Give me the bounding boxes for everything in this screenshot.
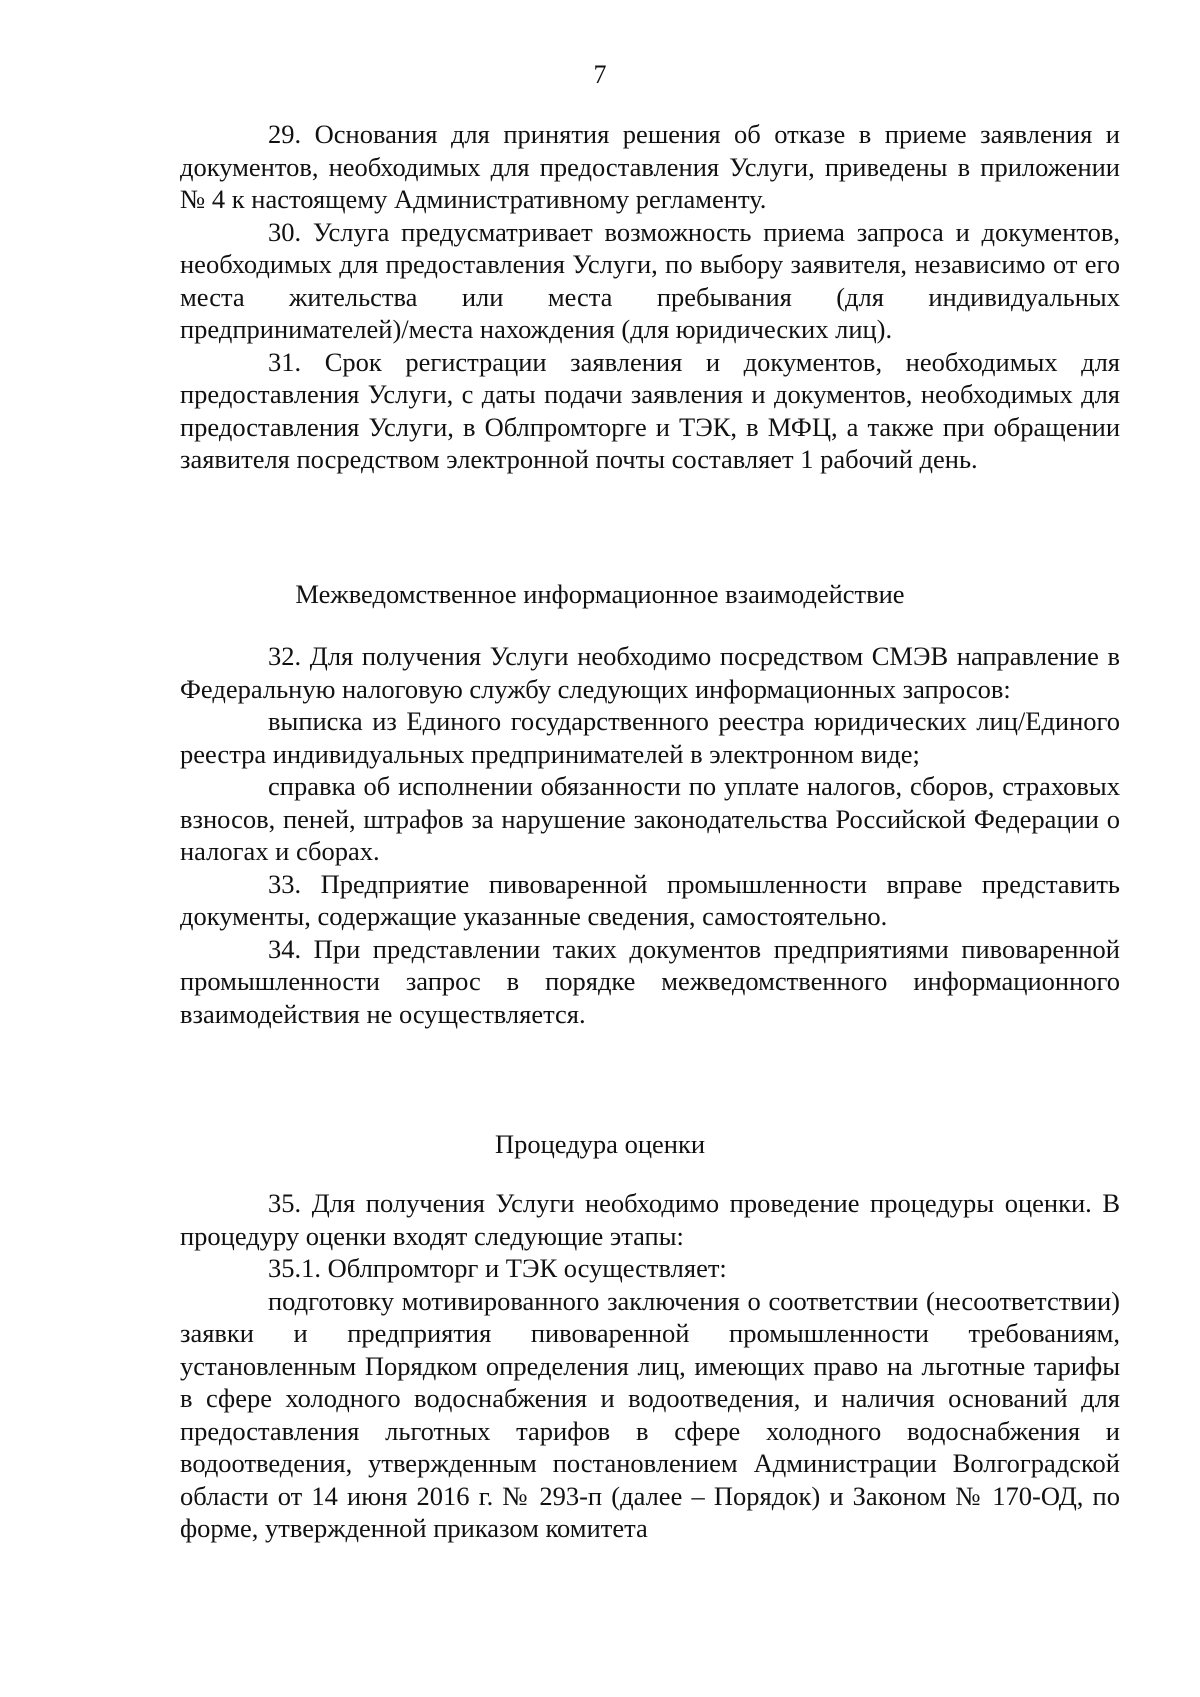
section-evaluation xyxy=(180,1187,1120,1545)
paragraph-35-1-item: подготовку мотивированного заключения о соответствии (несоответствии) заявки и предприятия пивоваренной промышленности требованиям, установленным Порядком определения лиц, имеющих право на льготные тарифы в сфере холодного водоснабжения и водоотведения, и наличия оснований для предоставления льготных тарифов в сфере холодного водоснабжения и водоотведения, утвержденным постановлением Администрации Волгоградской области от 14 июня 2016 г. № 293-п (далее – Порядок) и Законом № 170-ОД, по форме, утвержденной приказом комитета xyxy=(180,1285,1120,1543)
evaluation-heading-wrap xyxy=(0,1128,1200,1161)
paragraph-35-1: 35.1. Облпромторг и ТЭК осуществляет: xyxy=(268,1253,727,1283)
paragraph-29: 29. Основания для принятия решения об отказе в приеме заявления и документов, необходимых для предоставления Услуги, приведены в приложении № 4 к настоящему Административному регламенту. xyxy=(180,119,1120,214)
paragraph-30: 30. Услуга предусматривает возможность приема запроса и документов, необходимых для предоставления Услуги, по выбору заявителя, независимо от его места жительства или места пребывания (для индивидуальных предпринимателей)/места нахождения (для юридических лиц). xyxy=(180,216,1120,344)
section-heading-interagency: Межведомственное информационное взаимодействие xyxy=(295,579,905,609)
interagency-heading-wrap xyxy=(0,578,1200,611)
paragraph-33: 33. Предприятие пивоваренной промышленности вправе представить документы, содержащие указанные сведения, самостоятельно. xyxy=(180,868,1120,931)
page-number: 7 xyxy=(593,60,607,89)
paragraph-35: 35. Для получения Услуги необходимо проведение процедуры оценки. В процедуру оценки входят следующие этапы: xyxy=(180,1188,1120,1251)
section-heading-evaluation: Процедура оценки xyxy=(494,1129,706,1159)
section-interagency xyxy=(180,640,1120,1030)
paragraph-32-item-1: выписка из Единого государственного реестра юридических лиц/Единого реестра индивидуальных предпринимателей в электронном виде; xyxy=(180,706,1120,769)
section-registration xyxy=(180,118,1120,476)
paragraph-31: 31. Срок регистрации заявления и документов, необходимых для предоставления Услуги, с даты подачи заявления и документов, необходимых для предоставления Услуги, в Облпромторге и ТЭК, в МФЦ, а также при обращении заявителя посредством электронной почты составляет 1 рабочий день. xyxy=(180,346,1120,474)
paragraph-32-item-2: справка об исполнении обязанности по уплате налогов, сборов, страховых взносов, пеней, штрафов за нарушение законодательства Российской Федерации о налогах и сборах. xyxy=(180,771,1120,866)
paragraph-34: 34. При представлении таких документов предприятиями пивоваренной промышленности запрос в порядке межведомственного информационного взаимодействия не осуществляется. xyxy=(180,933,1120,1029)
paragraph-32: 32. Для получения Услуги необходимо посредством СМЭВ направление в Федеральную налоговую службу следующих информационных запросов: xyxy=(180,641,1120,704)
